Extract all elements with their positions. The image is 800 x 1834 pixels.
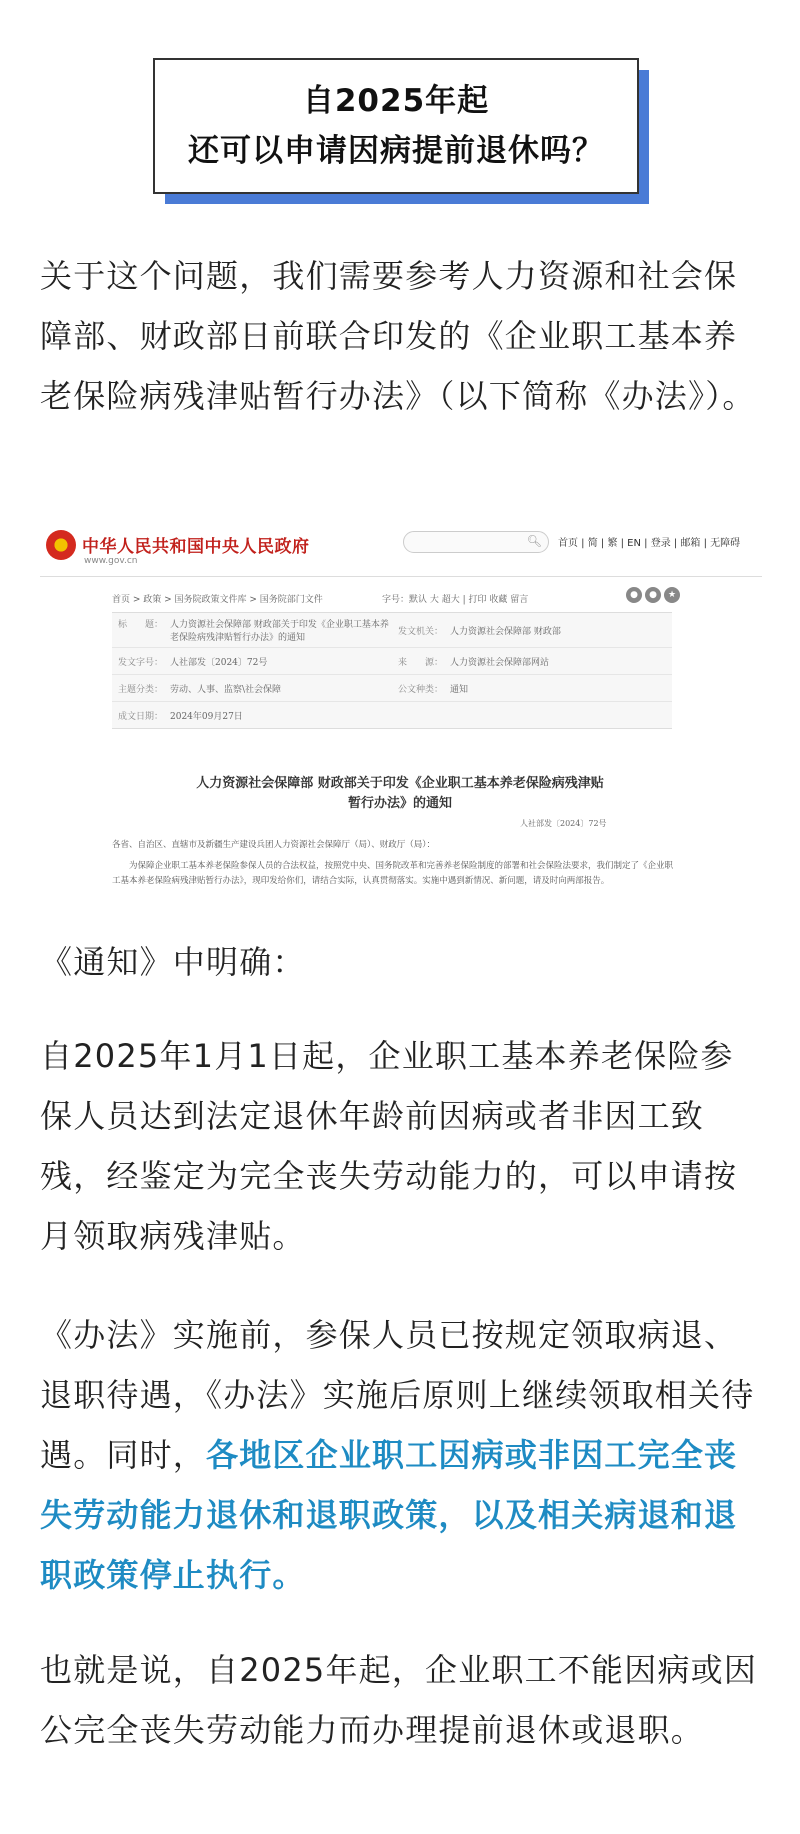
meta-label: 发文字号：: [118, 657, 164, 668]
title-box: [153, 58, 639, 194]
paragraph-5: 也就是说，自2025年起，企业职工不能因病或因公完全丧失劳动能力而办理提前退休或退职。: [40, 1651, 758, 1749]
paragraph-4-highlight: 各地区企业职工因病或非因工完全丧失劳动能力退休和退职政策，以及相关病退和退职政策停止执行。: [40, 1436, 738, 1594]
meta-value: 通知: [450, 684, 469, 695]
national-emblem-icon: [46, 530, 76, 560]
meta-label: 标 题：: [118, 620, 164, 630]
meta-row: [112, 648, 672, 675]
weibo-icon: ●: [645, 587, 661, 603]
title-line-1: 自2025年起: [302, 83, 490, 119]
meta-value: 人社部发〔2024〕72号: [170, 657, 268, 668]
paragraph-4-text: 《办法》实施前，参保人员已按规定领取病退、退职待遇，《办法》实施后原则上继续领取相关待遇。同时，: [40, 1316, 755, 1474]
meta-value: 人力资源社会保障部 财政部: [450, 626, 561, 637]
paragraph-3: 自2025年1月1日起，企业职工基本养老保险参保人员达到法定退休年龄前因病或者非因工致残，经鉴定为完全丧失劳动能力的，可以申请按月领取病残津贴。: [40, 1037, 738, 1255]
intro-paragraph: 关于这个问题，我们需要参考人力资源和社会保障部、财政部日前联合印发的《企业职工基本养老保险病残津贴暂行办法》（以下简称《办法》）。: [40, 257, 756, 415]
gov-screenshot: [40, 520, 762, 900]
gov-header-links: 首页 | 简 | 繁 | EN | 登录 | 邮箱 | 无障碍: [558, 538, 741, 549]
gov-site-name: 中华人民共和国中央人民政府: [82, 537, 310, 557]
meta-label: 主题分类：: [118, 684, 164, 695]
notice-text: 为保障企业职工基本养老保险参保人员的合法权益，按照党中央、国务院改革和完善养老保险制度的部署和社会保险法要求，我们制定了《企业职工基本养老保险病残津贴暂行办法》，现印发给你们，请结合实际，认真贯彻落实。实施中遇到新情况、新问题，请及时向两部报告。: [112, 861, 674, 886]
paragraph-4: [40, 1305, 762, 1605]
meta-label: 来 源：: [398, 657, 444, 668]
gov-search-box: [403, 531, 549, 553]
meta-value: 劳动、人事、监察\社会保障: [170, 684, 282, 695]
wechat-icon: ●: [626, 587, 642, 603]
gov-breadcrumb: 首页 > 政策 > 国务院政策文件库 > 国务院部门文件: [112, 595, 323, 605]
gov-share-icons: [626, 587, 683, 603]
gov-tools: 字号：默认 大 超大 | 打印 收藏 留言: [382, 595, 529, 605]
notice-addressee: 各省、自治区、直辖市及新疆生产建设兵团人力资源社会保障厅（局）、财政厅（局）：: [112, 840, 436, 850]
paragraph-2: 《通知》中明确：: [40, 943, 306, 981]
meta-row: [112, 702, 672, 728]
gov-header: [40, 520, 762, 577]
gov-site-url: www.gov.cn: [84, 556, 138, 566]
meta-value: 人力资源社会保障部网站: [450, 657, 550, 668]
title-line-2: 还可以申请因病提前退休吗？: [188, 133, 604, 169]
notice-title: 人力资源社会保障部 财政部关于印发《企业职工基本养老保险病残津贴暂行办法》的通知: [196, 776, 604, 811]
gov-meta-table: [112, 612, 672, 729]
meta-value: 人力资源社会保障部 财政部关于印发《企业职工基本养老保险病残津贴暂行办法》的通知: [170, 620, 389, 643]
title-card: [153, 58, 649, 204]
notice-number: 人社部发〔2024〕72号: [520, 819, 607, 828]
meta-row: [112, 675, 672, 702]
qzone-icon: ★: [664, 587, 680, 603]
notice-body: [112, 838, 676, 889]
search-icon: 🔍︎: [526, 534, 542, 548]
meta-label: 发文机关：: [398, 626, 444, 637]
meta-label: 公文种类：: [398, 684, 444, 695]
meta-label: 成文日期：: [118, 711, 164, 722]
meta-value: 2024年09月27日: [170, 711, 243, 722]
meta-row: [112, 613, 672, 648]
